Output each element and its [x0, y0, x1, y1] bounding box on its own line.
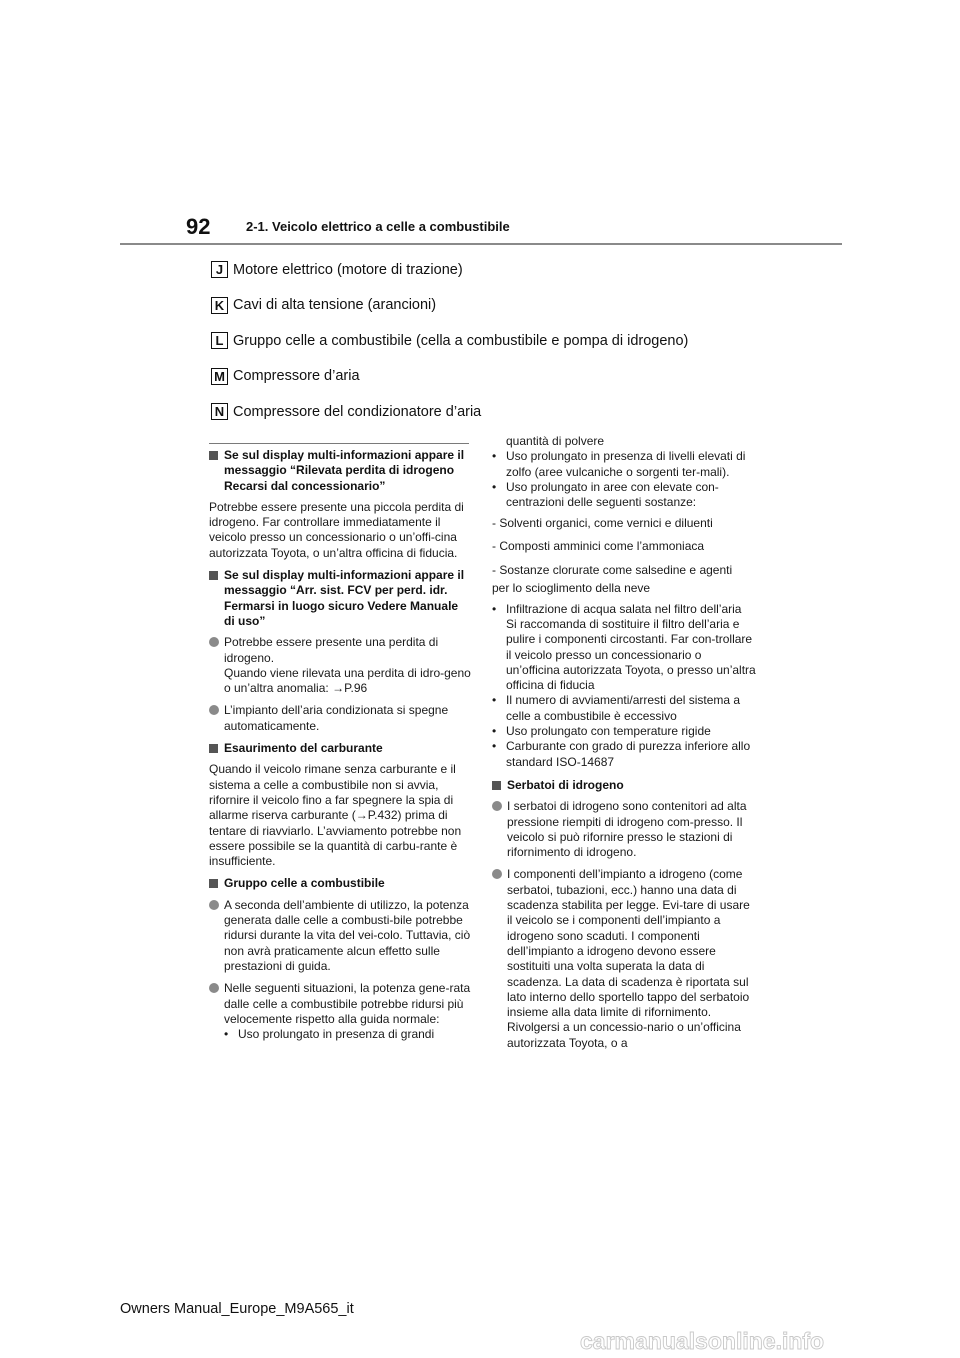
legend-item [211, 295, 831, 316]
bullet-item: Potrebbe essere presente una perdita di idrogeno. Quando viene rilevata una perdita di idro-geno o un’altra anomalia: →P.96 [209, 635, 471, 696]
paragraph: Potrebbe essere presente una piccola perdita di idrogeno. Far controllare immediatamente il veicolo presso un concessionario o un’offi-cina autorizzata Toyota, o un’altra officina di fiducia. [209, 499, 464, 560]
document-id: Owners Manual_Europe_M9A565_it [120, 1301, 354, 1317]
legend-item [211, 330, 831, 351]
subheading: Gruppo celle a combustibile [209, 876, 471, 891]
legend-key: N [211, 403, 228, 420]
subheading: Serbatoi di idrogeno [492, 778, 756, 793]
bullet-item: L’impianto dell’aria condizionata si spegne automaticamente. [209, 703, 471, 734]
bullet-item: I serbatoi di idrogeno sono contenitori ad alta pressione riempiti di idrogeno com-presso. Il veicolo si può rifornire presso le stazioni di rifornimento di idrogeno. [492, 799, 756, 860]
legend-key: M [211, 368, 228, 385]
sub-list-item: • Il numero di avviamenti/arresti del sistema a celle a combustibile è eccessivo [492, 693, 741, 723]
legend-label: Motore elettrico (motore di trazione) [233, 261, 463, 278]
watermark-text: carmanualsonline.info [580, 1330, 825, 1352]
sub-list-item: • Carburante con grado di purezza inferiore allo standard ISO-14687 [492, 739, 751, 769]
page-number: 92 [186, 214, 211, 239]
subheading: Se sul display multi-informazioni appare il messaggio “Rilevata perdita di idrogeno Recarsi dal concessionario” [209, 448, 471, 494]
watermark-logo [580, 1330, 950, 1352]
legend-item [211, 401, 831, 422]
dash-item-continuation: per lo scioglimento della neve [492, 581, 651, 596]
square-bullet-icon [492, 781, 501, 790]
legend-label: Compressore d’aria [233, 368, 360, 384]
dash-item: - Composti amminici come l’ammoniaca [492, 538, 705, 553]
legend-label: Gruppo celle a combustibile (cella a combustibile e pompa di idrogeno) [233, 332, 689, 349]
bullet-item: Nelle seguenti situazioni, la potenza gene-rata dalle celle a combustibile potrebbe ridursi più velocemente rispetto alla guida normale: • Uso prolungato in presenza di grandi [209, 981, 471, 1042]
legend-label: Compressore del condizionatore d’aria [233, 403, 482, 420]
component-legend [211, 259, 831, 437]
circle-bullet-icon [209, 983, 219, 993]
sub-list-item: • Infiltrazione di acqua salata nel filtro dell’aria Si raccomanda di sostituire il filtro dell’aria e pulire i componenti circostanti. Far con-trollare il veicolo presso un concessionario o un’officina autorizzata Toyota, o presso un’altra officina di fiducia [492, 601, 756, 693]
square-bullet-icon [209, 451, 218, 460]
circle-bullet-icon [209, 637, 219, 647]
legend-key: J [211, 261, 228, 278]
sub-list-item: • Uso prolungato in aree con elevate con-centrazioni delle seguenti sostanze: [492, 479, 719, 510]
circle-bullet-icon [209, 705, 219, 715]
subheading: Se sul display multi-informazioni appare il messaggio “Arr. sist. FCV per perd. idr. Fermarsi in luogo sicuro Vedere Manuale di uso” [209, 568, 471, 629]
sub-list-item: • Uso prolungato con temperature rigide [492, 724, 711, 739]
paragraph: Quando il veicolo rimane senza carburante e il sistema a celle a combustibile non si avvia, rifornire il veicolo fino a far spegnere la spia di allarme riserva carburante (→P.432) prima di tentare di riavviarlo. L’avviamento potrebbe non essere possibile se la quantità di carbu-rante è insufficiente. [209, 762, 462, 869]
circle-bullet-icon [209, 900, 219, 910]
sub-list-item: • Uso prolungato in presenza di grandi [224, 1027, 435, 1042]
square-bullet-icon [209, 879, 218, 888]
page-reference-link[interactable]: →P.96 [332, 681, 368, 696]
subheading: Esaurimento del carburante [209, 741, 471, 756]
square-bullet-icon [209, 744, 218, 753]
header-divider [120, 243, 842, 245]
sub-list-item: • Uso prolungato in presenza di livelli elevati di zolfo (aree vulcaniche o sorgenti ter-mali). [492, 449, 746, 479]
bullet-item: A seconda dell’ambiente di utilizzo, la potenza generata dalle celle a combusti-bile potrebbe ridursi durante la vita del vei-colo. Tuttavia, ciò non avrà praticamente alcun effetto sulle prestazioni di guida. [209, 898, 471, 974]
circle-bullet-icon [492, 869, 502, 879]
legend-key: K [211, 297, 228, 314]
legend-item [211, 259, 831, 280]
square-bullet-icon [209, 571, 218, 580]
section-title: 2-1. Veicolo elettrico a celle a combustibile [246, 219, 510, 234]
legend-key: L [211, 332, 228, 349]
right-column [492, 434, 756, 1058]
left-column [209, 448, 471, 1049]
legend-label: Cavi di alta tensione (arancioni) [233, 297, 437, 313]
dash-item: - Sostanze clorurate come salsedine e agenti [492, 563, 733, 578]
sub-list-continuation: quantità di polvere [506, 434, 605, 448]
dash-item: - Solventi organici, come vernici e diluenti [492, 516, 713, 531]
column-divider [209, 443, 469, 444]
circle-bullet-icon [492, 801, 502, 811]
legend-item [211, 366, 831, 387]
bullet-item: I componenti dell’impianto a idrogeno (come serbatoi, tubazioni, ecc.) hanno una data di scadenza stabilita per legge. Evi-tare di usare il veicolo se i componenti dell’impianto a idrogeno sono scaduti. I componenti dell’impianto a idrogeno devono essere sostituiti una volta superata la data di scadenza. La data di scadenza è riportata sul lato interno dello sportello tappo del serbatoio insieme alla data limite di rifornimento. Rivolgersi a un concessio-nario o un’officina autorizzata Toyota, o a [492, 867, 756, 1051]
